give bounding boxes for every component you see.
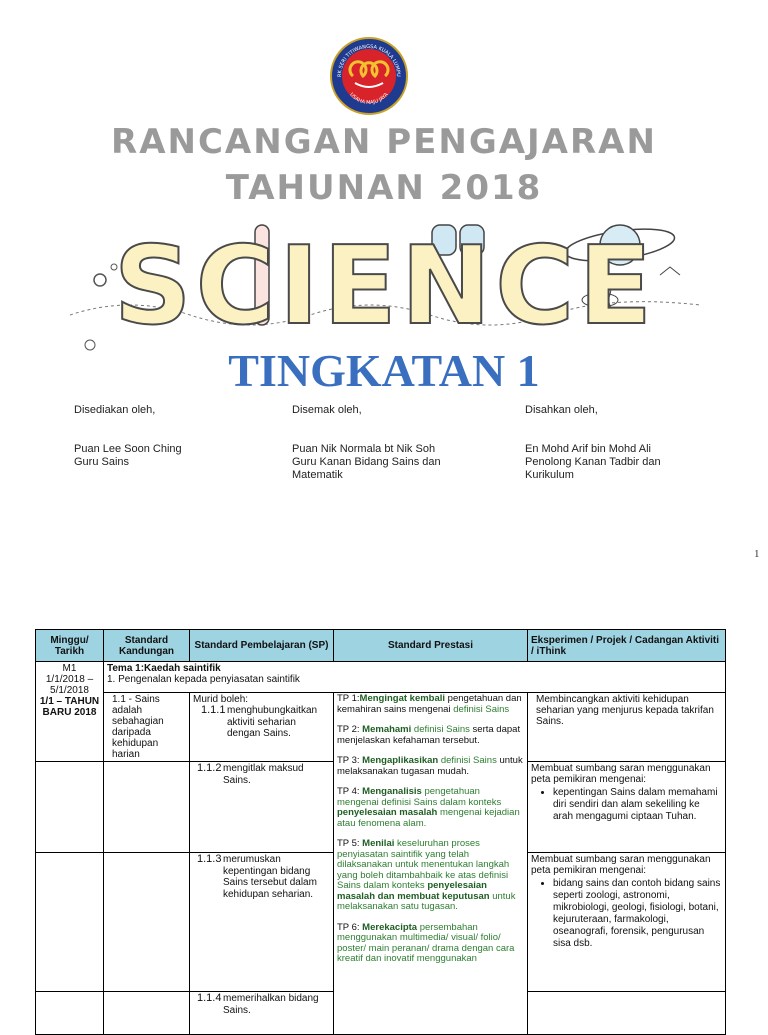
week-cell-empty [36,853,104,992]
sp-item [193,854,330,900]
murid-boleh-label: Murid boleh: [193,694,249,705]
header-standard-pembelajaran: Standard Pembelajaran (SP) [190,630,334,662]
page-number: 1 [754,548,760,560]
tp-key: Menilai [362,838,395,849]
subtopic-title: 1. Pengenalan kepada penyiasatan saintifik [107,674,300,685]
signatory-prepared [74,404,182,469]
sp-item [193,993,330,1016]
tp-item [337,923,524,965]
aktiviti-bullet: • bidang sains dan contoh bidang sains seperti zoologi, astronomi, mikrobiologi, geologi, fisiologi, botani, kejuruteraan, farmakologi, oseanografi, forensik, pengurusan sisa dsb. [553,878,722,950]
sp-item [193,763,330,786]
tp-key: Mengaplikasikan [362,755,439,766]
sp-cell [190,762,334,853]
sk-cell-empty [104,853,190,992]
title-line-2: TAHUNAN 2018 [225,168,543,208]
tp-key: Menganalisis [362,786,422,797]
theme-cell [104,662,726,693]
tp-bold: penyelesaian masalah dan membuat keputusan [337,880,490,902]
tp-item [337,694,524,715]
aktiviti-bullets [539,878,722,950]
sp-text: merumuskan kepentingan bidang Sains tersebut dalam kehidupan seharian. [223,854,317,900]
aktiviti-cell [528,693,726,762]
tp-key: Memahami [362,724,412,735]
tp-item [337,787,524,829]
tp-bold: penyelesaian masalah [337,807,438,818]
logo-text-top: RK SERI TITIWANGSA KUALA LUMPU [336,43,402,78]
sp-text: menghubungkaitkan aktiviti seharian dengan Sains. [227,705,318,739]
science-doodle-art [60,205,710,365]
tp-rest: pengetahuan dan kemahiran sains mengenai [337,693,522,715]
sp-cell [190,853,334,992]
header-minggu: Minggu/ Tarikh [36,630,104,662]
tp-green: definisi Sains [440,755,497,766]
signatory-role: Disahkan oleh, [525,404,598,416]
tp-tail: untuk melaksanakan satu tugasan. [337,890,516,912]
atom-decoration [94,274,106,286]
standard-kandungan-cell: 1.1 - Sains adalah sebahagian daripada kehidupan harian [104,693,190,762]
signatory-name: En Mohd Arif bin Mohd Ali [525,443,651,455]
yearly-plan-table [35,629,726,1035]
table-header-row [36,630,726,662]
school-logo [329,36,409,116]
tp-label: TP 2: [337,724,363,735]
aktiviti-text: Membincangkan aktiviti kehidupan seharian yang menjurus kepada takrifan Sains. [536,694,714,727]
aktiviti-bullets [539,787,722,823]
header-standard-kandungan: Standard Kandungan [104,630,190,662]
sp-number: 1.1.2 [197,762,222,774]
week-label: M1 [62,663,77,674]
week-cell-empty [36,992,104,1035]
header-standard-prestasi: Standard Prestasi [334,630,528,662]
title-line-1: RANCANGAN PENGAJARAN [111,122,657,162]
signatory-title: Kurikulum [525,469,574,481]
signatory-reviewed [292,404,441,482]
week-cell-empty [36,762,104,853]
sp-cell [190,693,334,762]
tp-tail: serta dapat menjelaskan kefahaman tersebut. [337,724,521,746]
tp-item [337,839,524,913]
table-row [36,662,726,693]
sp-number: 1.1.3 [197,853,222,865]
signatory-title: Guru Sains [74,456,130,468]
tp-green: definisi Sains [453,703,510,715]
tp-item [337,725,524,746]
tp-label: TP 5: [337,838,363,849]
aktiviti-text: Membuat sumbang saran menggunakan peta pemikiran mengenai: [531,763,711,785]
tp-green: persembahan menggunakan multimedia/ visual/ folio/ poster/ main peranan/ drama dengan cara kreatif dan inovatif menggunakan [337,921,515,964]
aktiviti-cell [528,762,726,853]
sk-cell-empty [104,992,190,1035]
tp-green: definisi Sains [413,724,470,735]
aktiviti-text: Membuat sumbang saran menggunakan peta pemikiran mengenai: [531,854,711,876]
signatory-role: Disemak oleh, [292,404,362,416]
tp-tail: mengenai kejadian atau fenomena alam. [337,807,520,829]
tp-green: pengetahuan mengenai definisi Sains dalam konteks [337,786,502,808]
aktiviti-cell-empty [528,992,726,1035]
tp-label: TP 4: [337,786,363,797]
signatory-title: Guru Kanan Bidang Sains dan [292,456,441,468]
signatory-name: Puan Lee Soon Ching [74,443,182,455]
header-aktiviti: Eksperimen / Projek / Cadangan Aktiviti / iThink [528,630,726,662]
science-word: SCIENCE [113,224,657,349]
tp-item [337,756,524,777]
holiday-note: 1/1 – TAHUN BARU 2018 [39,696,100,718]
tp-label: TP 1: [337,693,360,704]
signatory-role: Disediakan oleh, [74,404,156,416]
sp-number: 1.1.4 [197,992,222,1004]
week-cell [36,662,104,762]
standard-prestasi-cell [334,693,528,1035]
theme-title: Tema 1:Kaedah saintifik [107,663,221,674]
sp-text: mengitlak maksud Sains. [223,763,304,786]
table-row [36,693,726,762]
sp-item [193,705,330,740]
sk-cell-empty [104,762,190,853]
tp-key: Merekacipta [362,921,418,933]
aktiviti-cell [528,853,726,992]
signatory-title: Matematik [292,469,343,481]
signatory-title: Penolong Kanan Tadbir dan [525,456,661,468]
tp-green: keseluruhan proses penyiasatan saintifik yang telah dilaksanakan untuk menentukan langkah yang boleh ditambahbaik ke atas definisi Sains dalam konteks [337,838,510,891]
tp-key: Mengingat kembali [359,693,446,704]
tp-tail: untuk melaksanakan tugasan mudah. [337,755,523,777]
sp-number: 1.1.1 [201,704,226,716]
aktiviti-bullet: • kepentingan Sains dalam memahami diri sendiri dan alam sekeliling ke arah mengagumi ciptaan Tuhan. [553,787,722,823]
signatory-name: Puan Nik Normala bt Nik Soh [292,443,436,455]
logo-text-bottom: USAHA MAJU JAYA [348,91,390,107]
week-dates: 1/1/2018 – 5/1/2018 [45,674,94,696]
sp-text: memerihalkan bidang Sains. [223,993,319,1016]
sp-cell [190,992,334,1035]
tp-label: TP 3: [337,755,363,766]
form-level-title: TINGKATAN 1 [228,345,540,396]
signatory-approved [525,404,661,482]
tp-label: TP 6: [337,921,363,933]
